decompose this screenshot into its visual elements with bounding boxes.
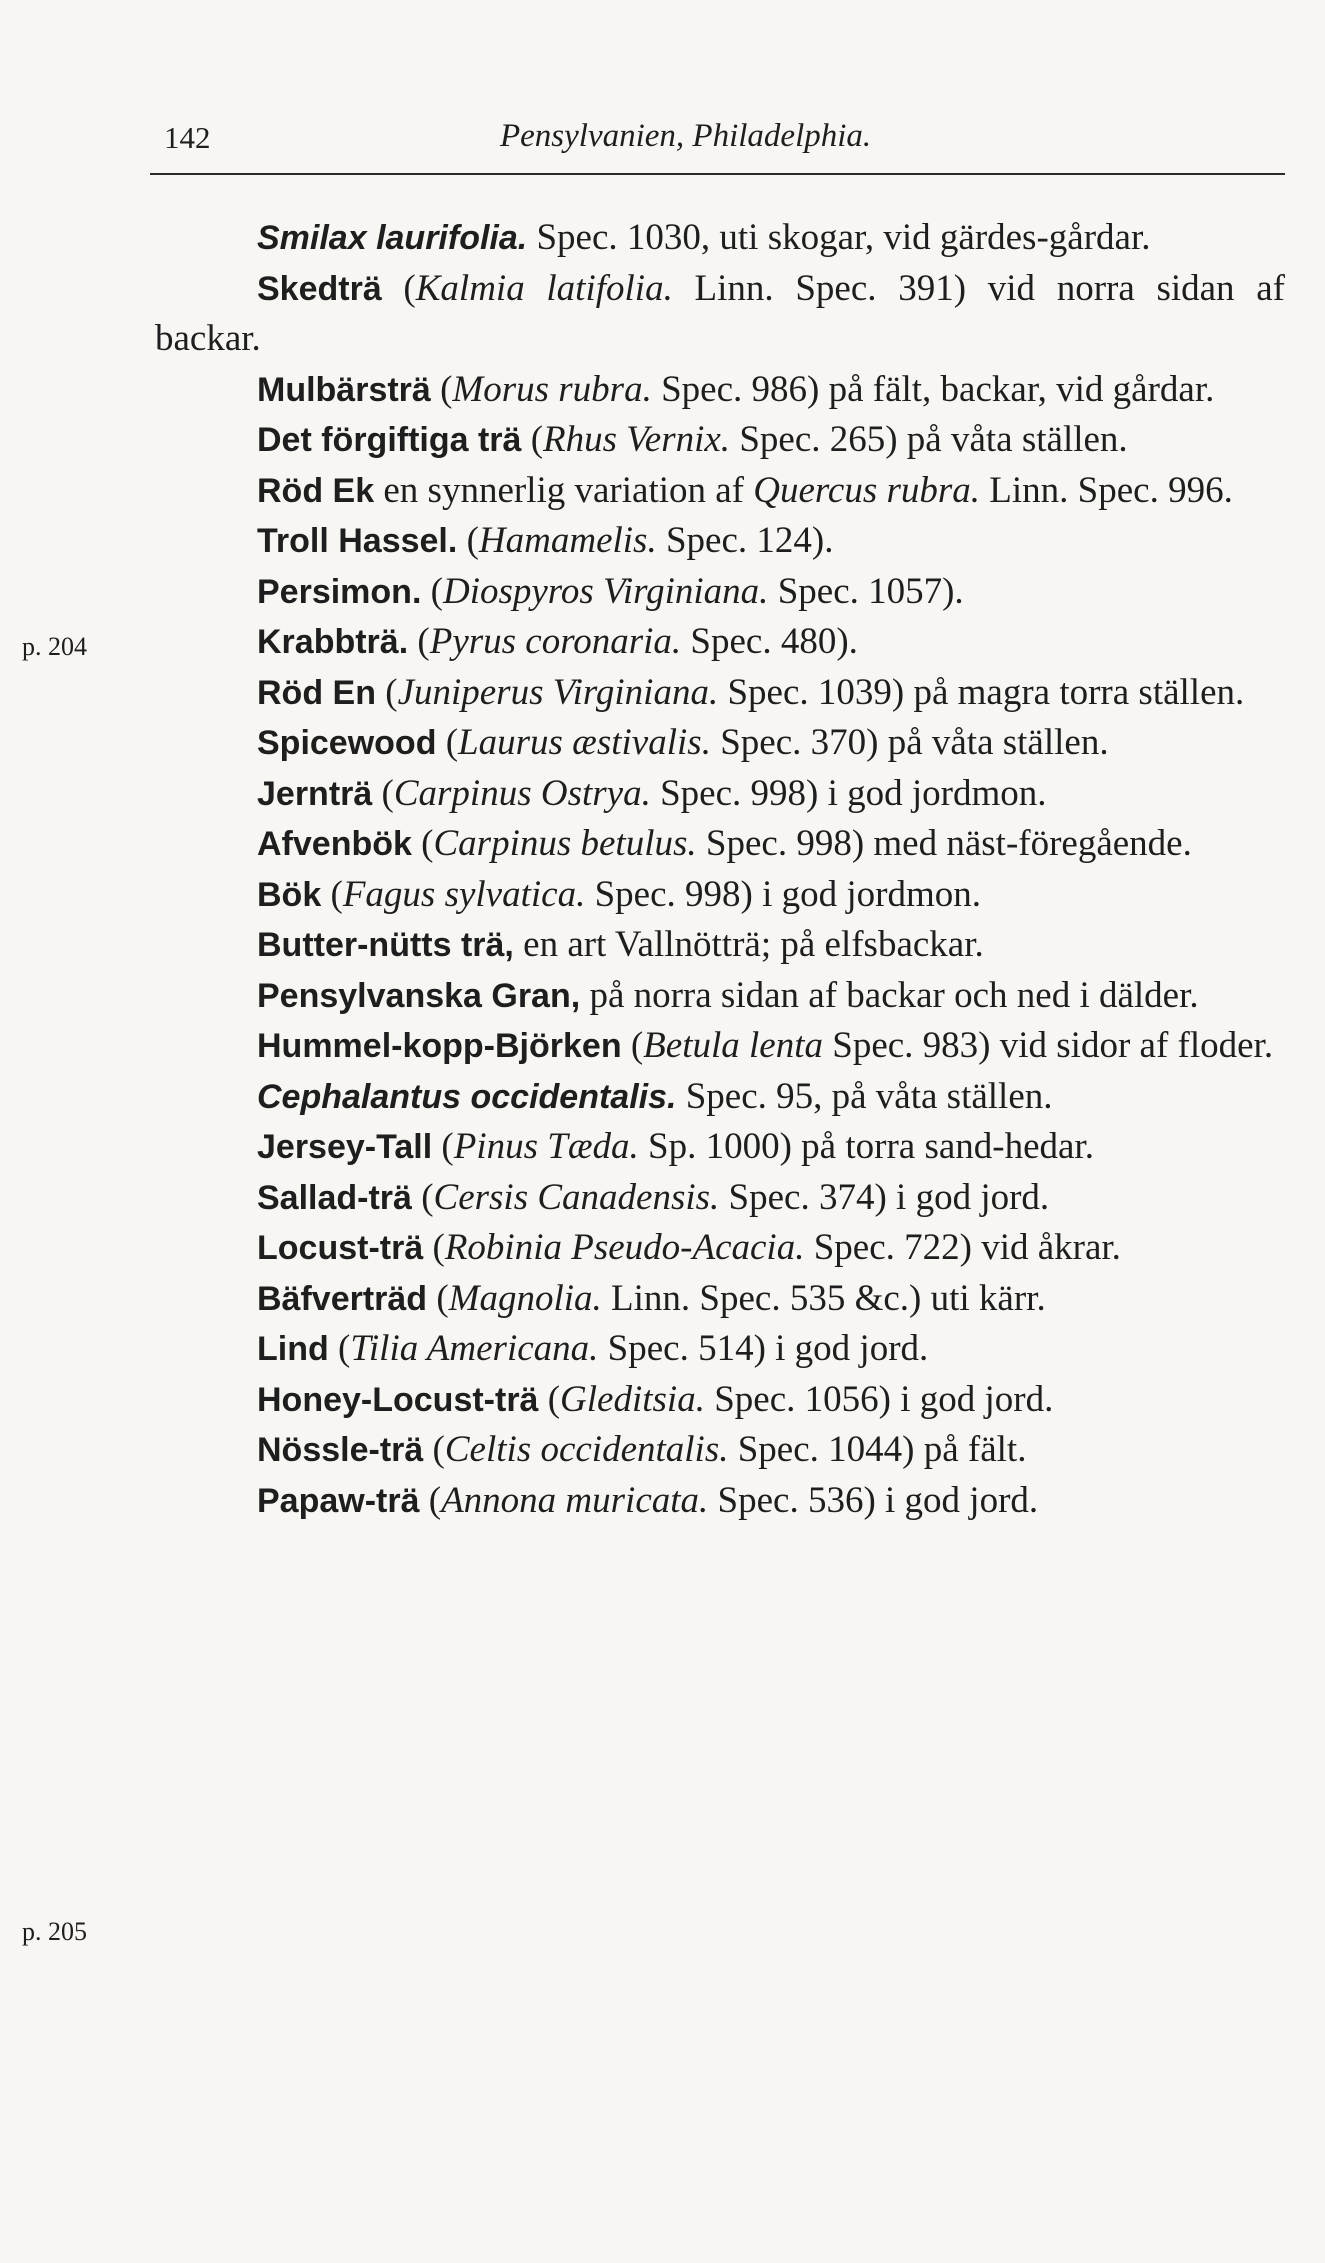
entry (155, 1375, 1285, 1426)
entry-scientific-name: Laurus æstivalis. (458, 722, 711, 763)
entry (155, 1324, 1285, 1375)
entry-term: Cephalantus occidentalis. (257, 1077, 677, 1116)
entry-term: Bäfverträd (257, 1279, 428, 1318)
entry-term: Mulbärsträ (257, 370, 431, 409)
entry-text: ( (375, 671, 398, 713)
running-header (150, 108, 1285, 158)
entry-text: ( (423, 1429, 445, 1470)
entry (155, 668, 1285, 719)
entry-scientific-name: Rhus Vernix. (543, 419, 731, 460)
entry-text: Spec. 998) med näst-föregående. (696, 823, 1192, 864)
entry (155, 769, 1285, 820)
entry (155, 718, 1285, 769)
entry-text: ( (328, 1328, 351, 1369)
entry-term: Bök (257, 875, 322, 914)
entry-term: Papaw-trä (257, 1481, 420, 1520)
entry (155, 819, 1285, 870)
entry-text: Spec. 998) i god jordmon. (585, 873, 981, 915)
entry-text: ( (538, 1378, 561, 1420)
entry-text: Linn. Spec. 535 &c.) uti kärr. (601, 1277, 1046, 1319)
entry-term: Afvenbök (257, 825, 412, 863)
entry-scientific-name: Robinia Pseudo-Acacia. (444, 1227, 805, 1268)
entry-term: Troll Hassel. (257, 522, 458, 560)
entry-text: Linn. Spec. 391) vid norra sidan af backar. (155, 267, 1285, 359)
entry-term: Skedträ (257, 269, 382, 308)
entry-text: Spec. 1056) i god jord. (704, 1378, 1054, 1420)
entry-term: Det förgiftiga trä (257, 421, 522, 459)
entry (155, 1122, 1285, 1173)
entry-text: ( (427, 1277, 449, 1319)
entry-text: Spec. 374) i god jord. (719, 1176, 1050, 1218)
entry (155, 1021, 1285, 1072)
entry-scientific-name: Fagus sylvatica. (342, 873, 586, 915)
header-rule (150, 173, 1285, 175)
entry-text: ( (423, 1227, 445, 1268)
entry-text: Spec. 480). (681, 621, 858, 662)
entry-text: ( (411, 823, 434, 864)
entry-text: Spec. 1030, uti skogar, vid gärdes-gårdar. (527, 217, 1151, 258)
entry-text: ( (436, 722, 459, 763)
entry (155, 365, 1285, 416)
entry-text: Spec. 722) vid åkrar. (804, 1227, 1121, 1268)
entry-text: Spec. 983) vid sidor af floder. (823, 1025, 1274, 1066)
entry-text: Sp. 1000) på torra sand-hedar. (638, 1126, 1094, 1167)
entry-term: Röd Ek (257, 471, 375, 510)
entry-text: ( (411, 1176, 434, 1218)
entry-scientific-name: Cersis Canadensis. (433, 1176, 720, 1218)
entry-term: Nössle-trä (257, 1431, 424, 1469)
entry-term: Persimon. (257, 572, 422, 611)
entry-term: Pensylvanska Gran, (257, 976, 581, 1015)
entry-text: Spec. 265) på våta ställen. (730, 419, 1128, 460)
entry-scientific-name: Morus rubra. (452, 368, 652, 410)
entry-scientific-name: Betula lenta (643, 1025, 823, 1066)
entry-text: Linn. Spec. 996. (980, 469, 1233, 511)
entry (155, 617, 1285, 668)
entry-scientific-name: Celtis occidentalis. (444, 1429, 729, 1470)
entry-text: Spec. 370) på våta ställen. (710, 722, 1109, 763)
entry-text: ( (432, 1126, 454, 1167)
entry (155, 213, 1285, 264)
entry (155, 1173, 1285, 1224)
entry-term: Röd En (257, 673, 376, 712)
entry-term: Honey-Locust-trä (257, 1380, 539, 1419)
entry-text: ( (457, 520, 479, 561)
entry-term: Lind (257, 1330, 329, 1368)
entry (155, 264, 1285, 365)
entry (155, 971, 1285, 1022)
entry-text: ( (419, 1479, 442, 1521)
entry-text: ( (321, 873, 343, 915)
entry-text: på norra sidan af backar och ned i dälder. (580, 974, 1199, 1016)
entry-scientific-name: Carpinus Ostrya. (393, 772, 651, 814)
margin-page-ref: p. 204 (22, 632, 87, 661)
entry-scientific-name: Magnolia. (448, 1277, 602, 1319)
entry-text: Spec. 1039) på magra torra ställen. (718, 671, 1245, 713)
entry-text: Spec. 1057). (768, 570, 964, 612)
entry-text: ( (521, 419, 544, 460)
entry (155, 1476, 1285, 1527)
entry-scientific-name: Gleditsia. (560, 1378, 705, 1420)
entry-scientific-name: Juniperus Virginiana. (397, 671, 719, 713)
margin-page-ref: p. 205 (22, 1917, 87, 1946)
entry (155, 1425, 1285, 1476)
entry-text: ( (430, 368, 453, 410)
entry (155, 1274, 1285, 1325)
entry-text: Spec. 514) i god jord. (598, 1328, 929, 1369)
entry-text: Spec. 95, på våta ställen. (676, 1075, 1053, 1117)
entry-text: Spec. 536) i god jord. (708, 1479, 1039, 1521)
entry (155, 466, 1285, 517)
entry-scientific-name: Pyrus coronaria. (429, 621, 682, 662)
entry-scientific-name: Quercus rubra. (753, 469, 981, 511)
entry-term: Locust-trä (257, 1229, 424, 1267)
entry-scientific-name: Carpinus betulus. (433, 823, 697, 864)
entry (155, 920, 1285, 971)
entry-text: ( (421, 570, 443, 612)
entry (155, 870, 1285, 921)
entry-scientific-name: Tilia Americana. (350, 1328, 599, 1369)
entry-text: ( (408, 621, 430, 662)
entry-text: Spec. 986) på fält, backar, vid gårdar. (651, 368, 1215, 410)
entry-text: ( (372, 772, 394, 814)
entry (155, 567, 1285, 618)
entry-scientific-name: Hamamelis. (478, 520, 657, 561)
entry-term: Hummel-kopp-Björken (257, 1027, 622, 1065)
entry-term: Spicewood (257, 724, 437, 762)
entry-list (155, 213, 1285, 1526)
entry-term: Smilax laurifolia. (257, 219, 528, 257)
entry-scientific-name: Diospyros Virginiana. (442, 570, 769, 612)
entry (155, 1223, 1285, 1274)
entry (155, 1072, 1285, 1123)
entry-term: Butter-nütts trä, (257, 926, 514, 964)
entry (155, 415, 1285, 466)
entry-text: en art Vallnötträ; på elfsbackar. (513, 924, 984, 965)
entry-term: Sallad-trä (257, 1178, 412, 1217)
entry-term: Jernträ (257, 774, 373, 813)
running-title: Pensylvanien, Philadelphia. (500, 118, 872, 154)
page-number: 142 (164, 120, 211, 155)
entry-scientific-name: Annona muricata. (441, 1479, 709, 1521)
entry-scientific-name: Kalmia latifolia. (415, 267, 673, 309)
entry-text: en synnerlig variation af (374, 469, 754, 511)
entry-text: Spec. 1044) på fält. (728, 1429, 1027, 1470)
entry (155, 516, 1285, 567)
entry-text: ( (621, 1025, 644, 1066)
entry-scientific-name: Pinus Tæda. (453, 1126, 639, 1167)
entry-text: Spec. 998) i god jordmon. (650, 772, 1047, 814)
entry-term: Jersey-Tall (257, 1128, 433, 1166)
entry-text: Spec. 124). (656, 520, 834, 561)
entry-text: ( (381, 267, 416, 309)
entry-term: Krabbträ. (257, 623, 409, 661)
